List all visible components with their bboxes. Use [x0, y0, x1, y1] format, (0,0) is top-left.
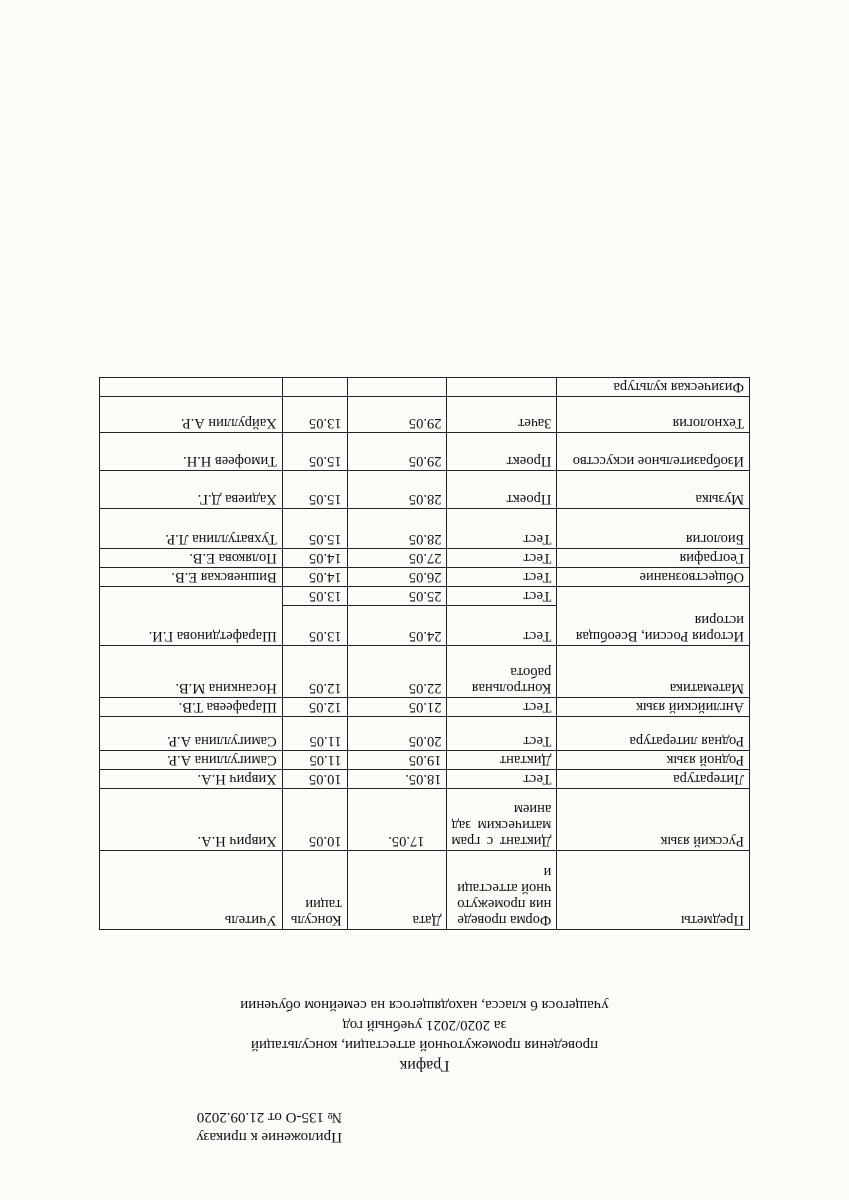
cell-consult: 10.05 [282, 789, 347, 851]
cell-form: Тест [447, 698, 557, 717]
cell-date: 24.05 [347, 606, 447, 646]
cell-form: Проект [447, 433, 557, 471]
appendix-line-1: Приложение к приказу [196, 1129, 342, 1145]
table-row [100, 568, 750, 587]
cell-consult: 15.05 [282, 433, 347, 471]
cell-date: 29.05 [347, 397, 447, 433]
cell-teacher: Хайруллин А.Р. [100, 397, 283, 433]
cell-teacher: Самигуллина А.Р. [100, 751, 283, 770]
cell-subject: Изобразительное искусство [557, 433, 750, 471]
heading-line-1: проведения промежуточной аттестации, консультаций [250, 1037, 599, 1053]
cell-form: Зачет [447, 397, 557, 433]
cell-subject: Математика [557, 646, 750, 698]
cell-teacher: Шарафеева Т.В. [100, 698, 283, 717]
table-row [100, 397, 750, 433]
cell-subject: Родной язык [557, 751, 750, 770]
cell-date: 28.05 [347, 471, 447, 509]
table-row [100, 433, 750, 471]
cell-subject: Русский язык [557, 789, 750, 851]
cell-form: Диктант [447, 751, 557, 770]
cell-consult: 13.05 [282, 606, 347, 646]
cell-subject-extra: Обществознание [557, 568, 750, 587]
cell-date: 25.05 [347, 587, 447, 606]
cell-consult: 13.05 [282, 397, 347, 433]
table-row [100, 717, 750, 751]
cell-consult: 11.05 [282, 751, 347, 770]
cell-blank [282, 378, 347, 397]
cell-date: 17.05. [347, 789, 447, 851]
table-row [100, 378, 750, 397]
table-header-row [100, 851, 750, 930]
cell-date: 29.05 [347, 433, 447, 471]
cell-date: 22.05 [347, 646, 447, 698]
heading-line-2: за 2020/2021 учебный год [342, 1017, 507, 1033]
cell-form: Проект [447, 471, 557, 509]
cell-teacher: Вишневская Е.В. [100, 568, 283, 587]
cell-consult: 12.05 [282, 646, 347, 698]
cell-consult: 10.05 [282, 770, 347, 789]
cell-teacher: Тимофеев Н.Н. [100, 433, 283, 471]
cell-subject: Родная литература [557, 717, 750, 751]
cell-form: Диктант с грамматическим заданием [447, 789, 557, 851]
schedule-table [99, 377, 750, 930]
cell-form: Тест [447, 549, 557, 568]
header-subject: Предметы [557, 851, 750, 930]
table-row [100, 698, 750, 717]
table-row [100, 751, 750, 770]
cell-date: 21.05 [347, 698, 447, 717]
cell-subject: История России, Всеобщая история [557, 587, 750, 646]
cell-form: Тест [447, 717, 557, 751]
document-heading [0, 995, 849, 1075]
cell-consult: 12.05 [282, 698, 347, 717]
document-title: График [399, 1057, 450, 1074]
header-consult: Консультации [282, 851, 347, 930]
cell-date: 26.05 [347, 568, 447, 587]
cell-subject: Физическая культура [557, 378, 750, 397]
cell-consult: 14.05 [282, 568, 347, 587]
cell-teacher: Тухватуллина Л.Р. [100, 509, 283, 549]
cell-teacher: Хадиева Д.Г. [100, 471, 283, 509]
header-teacher: Учитель [100, 851, 283, 930]
header-date: Дата [347, 851, 447, 930]
cell-consult: 15.05 [282, 509, 347, 549]
cell-subject: Технология [557, 397, 750, 433]
cell-consult: 11.05 [282, 717, 347, 751]
cell-subject: Музыка [557, 471, 750, 509]
cell-date: 18.05. [347, 770, 447, 789]
cell-date: 19.05 [347, 751, 447, 770]
cell-subject: Литература [557, 770, 750, 789]
table-row [100, 471, 750, 509]
table-row [100, 789, 750, 851]
cell-form: Тест [447, 568, 557, 587]
cell-subject: Английский язык [557, 698, 750, 717]
cell-date: 28.05 [347, 509, 447, 549]
table-row [100, 606, 750, 646]
appendix-line-2: № 135-О от 21.09.2020 [196, 1109, 342, 1125]
cell-date: 27.05 [347, 549, 447, 568]
cell-form: Тест [447, 587, 557, 606]
cell-date: 20.05 [347, 717, 447, 751]
table-row [100, 509, 750, 549]
table-row [100, 646, 750, 698]
cell-form: Тест [447, 509, 557, 549]
table-row [100, 770, 750, 789]
cell-teacher: Шарафетдинова Г.И. [100, 587, 283, 646]
cell-subject: География [557, 549, 750, 568]
cell-form: Контрольная работа [447, 646, 557, 698]
cell-teacher: Самигуллина А.Р. [100, 717, 283, 751]
cell-form: Тест [447, 770, 557, 789]
cell-consult: 15.05 [282, 471, 347, 509]
cell-form: Тест [447, 606, 557, 646]
table-row [100, 549, 750, 568]
appendix-note [112, 1107, 342, 1147]
cell-consult: 14.05 [282, 549, 347, 568]
cell-blank [100, 378, 283, 397]
cell-blank [447, 378, 557, 397]
cell-teacher: Носанкина М.В. [100, 646, 283, 698]
cell-teacher: Хиврич Н.А. [100, 789, 283, 851]
cell-subject: Биология [557, 509, 750, 549]
cell-consult: 13.05 [282, 587, 347, 606]
cell-teacher: Хиврич Н.А. [100, 770, 283, 789]
cell-teacher: Полякова Е.В. [100, 549, 283, 568]
cell-blank [347, 378, 447, 397]
heading-line-3: учащегося 6 класса, находящегося на семейном обучении [240, 997, 609, 1013]
header-form: Форма проведения промежуточной аттестации [447, 851, 557, 930]
